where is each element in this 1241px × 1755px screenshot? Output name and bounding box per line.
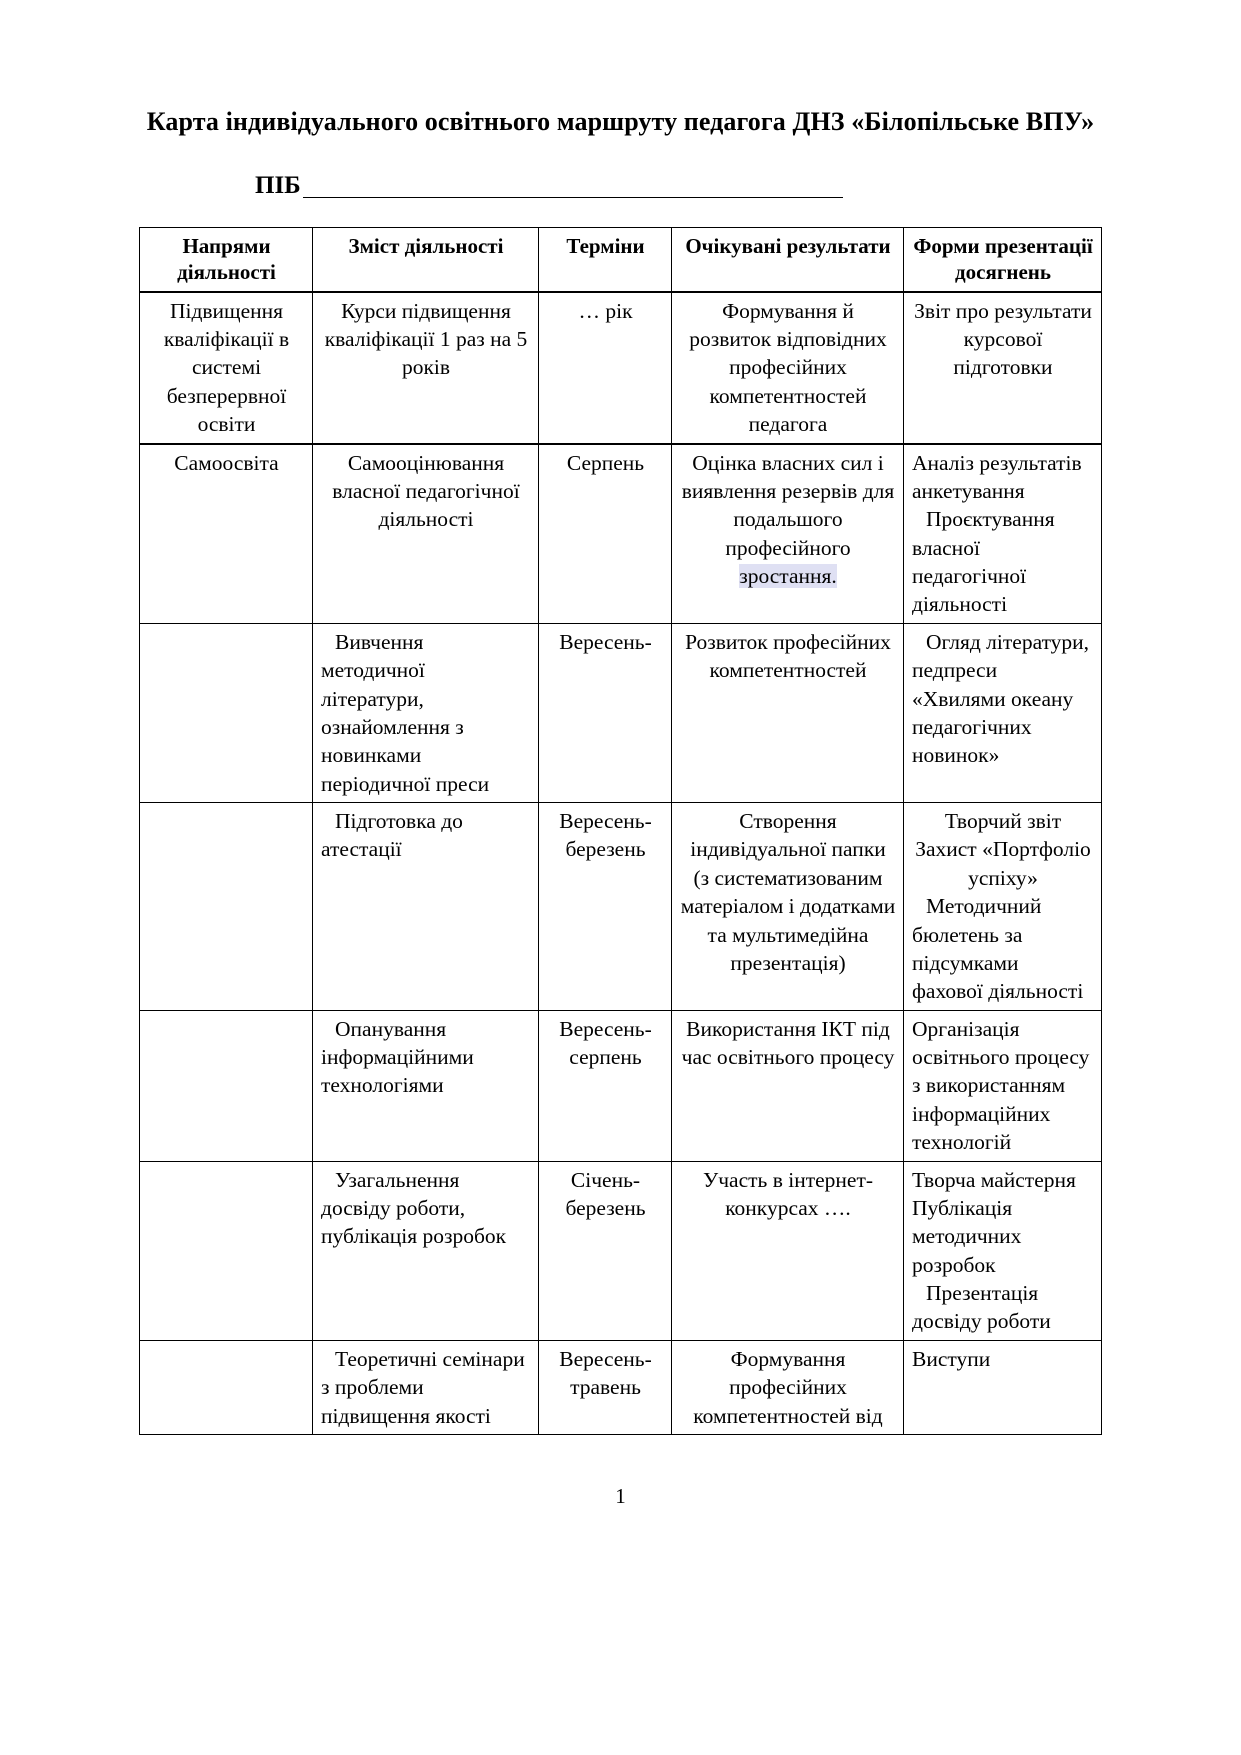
cell-terms [539, 623, 672, 802]
cell-text: Вересень- [559, 629, 652, 654]
cell-text: Теоретичні семінари з проблеми підвищення якості [321, 1346, 525, 1428]
cell-text: Січень-березень [565, 1167, 646, 1220]
cell-terms [539, 1340, 672, 1434]
pib-field-line [0, 171, 1241, 198]
cell-text: Методичний бюлетень за підсумками фахової діяльності [912, 894, 1084, 1004]
cell-content [313, 1161, 539, 1340]
cell-text: Формування професійних компетентностей від [693, 1346, 883, 1428]
page-title: Карта індивідуального освітнього маршруту педагога ДНЗ «Білопільське ВПУ» [146, 107, 1095, 136]
cell-content [313, 803, 539, 1011]
cell-text: Творча майстерня Публікація методичних розробок [912, 1167, 1076, 1277]
cell-text: Використання ІКТ під час освітнього процесу [681, 1016, 895, 1070]
cell-text: Опанування інформаційними технологіями [321, 1016, 474, 1098]
cell-text: Самооцінювання власної педагогічної діяльності [332, 450, 520, 532]
column-header-terms: Терміни [539, 228, 672, 292]
cell-results [672, 1010, 904, 1161]
cell-results [672, 1340, 904, 1434]
cell-text: Проєктування власної педагогічної діяльності [912, 507, 1055, 617]
cell-terms [539, 803, 672, 1011]
table-row [140, 292, 1102, 444]
cell-forms [904, 292, 1102, 444]
table-row [140, 1340, 1102, 1434]
cell-results [672, 292, 904, 444]
cell-forms [904, 1340, 1102, 1434]
cell-content [313, 1010, 539, 1161]
cell-forms [904, 803, 1102, 1011]
cell-text: Вересень-березень [559, 809, 652, 862]
cell-direction [140, 1010, 313, 1161]
cell-text: Курси підвищення кваліфікації 1 раз на 5 років [324, 298, 528, 380]
pib-label: ПІБ [255, 172, 301, 200]
cell-text: Виступи [912, 1346, 991, 1371]
cell-forms [904, 444, 1102, 624]
column-header-content: Зміст діяльності [313, 228, 539, 292]
cell-direction: Підвищення кваліфікації в системі безперервної освіти [140, 292, 313, 444]
cell-text: Вересень-травень [559, 1346, 652, 1400]
table-row [140, 803, 1102, 1011]
pib-input-rule[interactable] [303, 171, 843, 198]
cell-text: Організація освітнього процесу з використанням інформаційних технологій [912, 1016, 1090, 1155]
table-row [140, 623, 1102, 802]
cell-content [313, 1340, 539, 1434]
cell-text: Звіт про результати курсової підготовки [914, 298, 1092, 380]
cell-text: Участь в інтернет-конкурсах …. [703, 1167, 873, 1220]
cell-text: Підготовка до атестації [321, 809, 463, 862]
cell-results [672, 623, 904, 802]
cell-terms [539, 1161, 672, 1340]
cell-content [313, 444, 539, 624]
cell-text: Презентація досвіду роботи [912, 1281, 1051, 1334]
cell-direction [140, 803, 313, 1011]
cell-content [313, 623, 539, 802]
highlighted-text: зростання. [739, 564, 837, 589]
cell-forms [904, 1010, 1102, 1161]
cell-text: Формування й розвиток відповідних професійних компетентностей педагога [689, 298, 887, 437]
cell-text: Аналіз результатів анкетування [912, 450, 1082, 503]
cell-text: Творчий звіт Захист «Портфоліо успіху» [915, 809, 1091, 890]
cell-text: Вересень-серпень [559, 1016, 652, 1070]
cell-text [680, 449, 896, 591]
cell-terms [539, 1010, 672, 1161]
cell-results [672, 1161, 904, 1340]
column-header-forms: Форми презентації досягнень [904, 228, 1102, 292]
column-header-directions: Напрями діяльності [140, 228, 313, 292]
cell-text: Вивчення методичної літератури, ознайомлення з новинками періодичної преси [321, 629, 490, 796]
results-text: Оцінка власних сил і виявлення резервів для подальшого професійного [681, 450, 895, 560]
page-number: 1 [615, 1484, 626, 1508]
cell-results [672, 803, 904, 1011]
table-row [140, 1010, 1102, 1161]
cell-content [313, 292, 539, 444]
cell-text: Створення індивідуальної папки (з систематизованим матеріалом і додатками та мультимедійна презентація) [680, 809, 896, 975]
cell-text: … рік [578, 298, 633, 323]
cell-terms [539, 444, 672, 624]
cell-text: Огляд літератури, педпреси «Хвилями океану педагогічних новинок» [912, 629, 1090, 768]
cell-direction [140, 1161, 313, 1340]
cell-direction: Самоосвіта [140, 444, 313, 624]
table-row [140, 444, 1102, 624]
educational-route-table [139, 227, 1102, 1435]
cell-forms [904, 623, 1102, 802]
cell-direction [140, 1340, 313, 1434]
cell-direction [140, 623, 313, 802]
cell-terms [539, 292, 672, 444]
cell-text: Розвиток професійних компетентностей [685, 629, 891, 683]
cell-forms [904, 1161, 1102, 1340]
column-header-results: Очікувані результати [672, 228, 904, 292]
table-row [140, 1161, 1102, 1340]
cell-text: Узагальнення досвіду роботи, публікація розробок [321, 1167, 507, 1249]
cell-results [672, 444, 904, 624]
cell-text: Серпень [566, 450, 645, 475]
table-header-row [140, 228, 1102, 292]
